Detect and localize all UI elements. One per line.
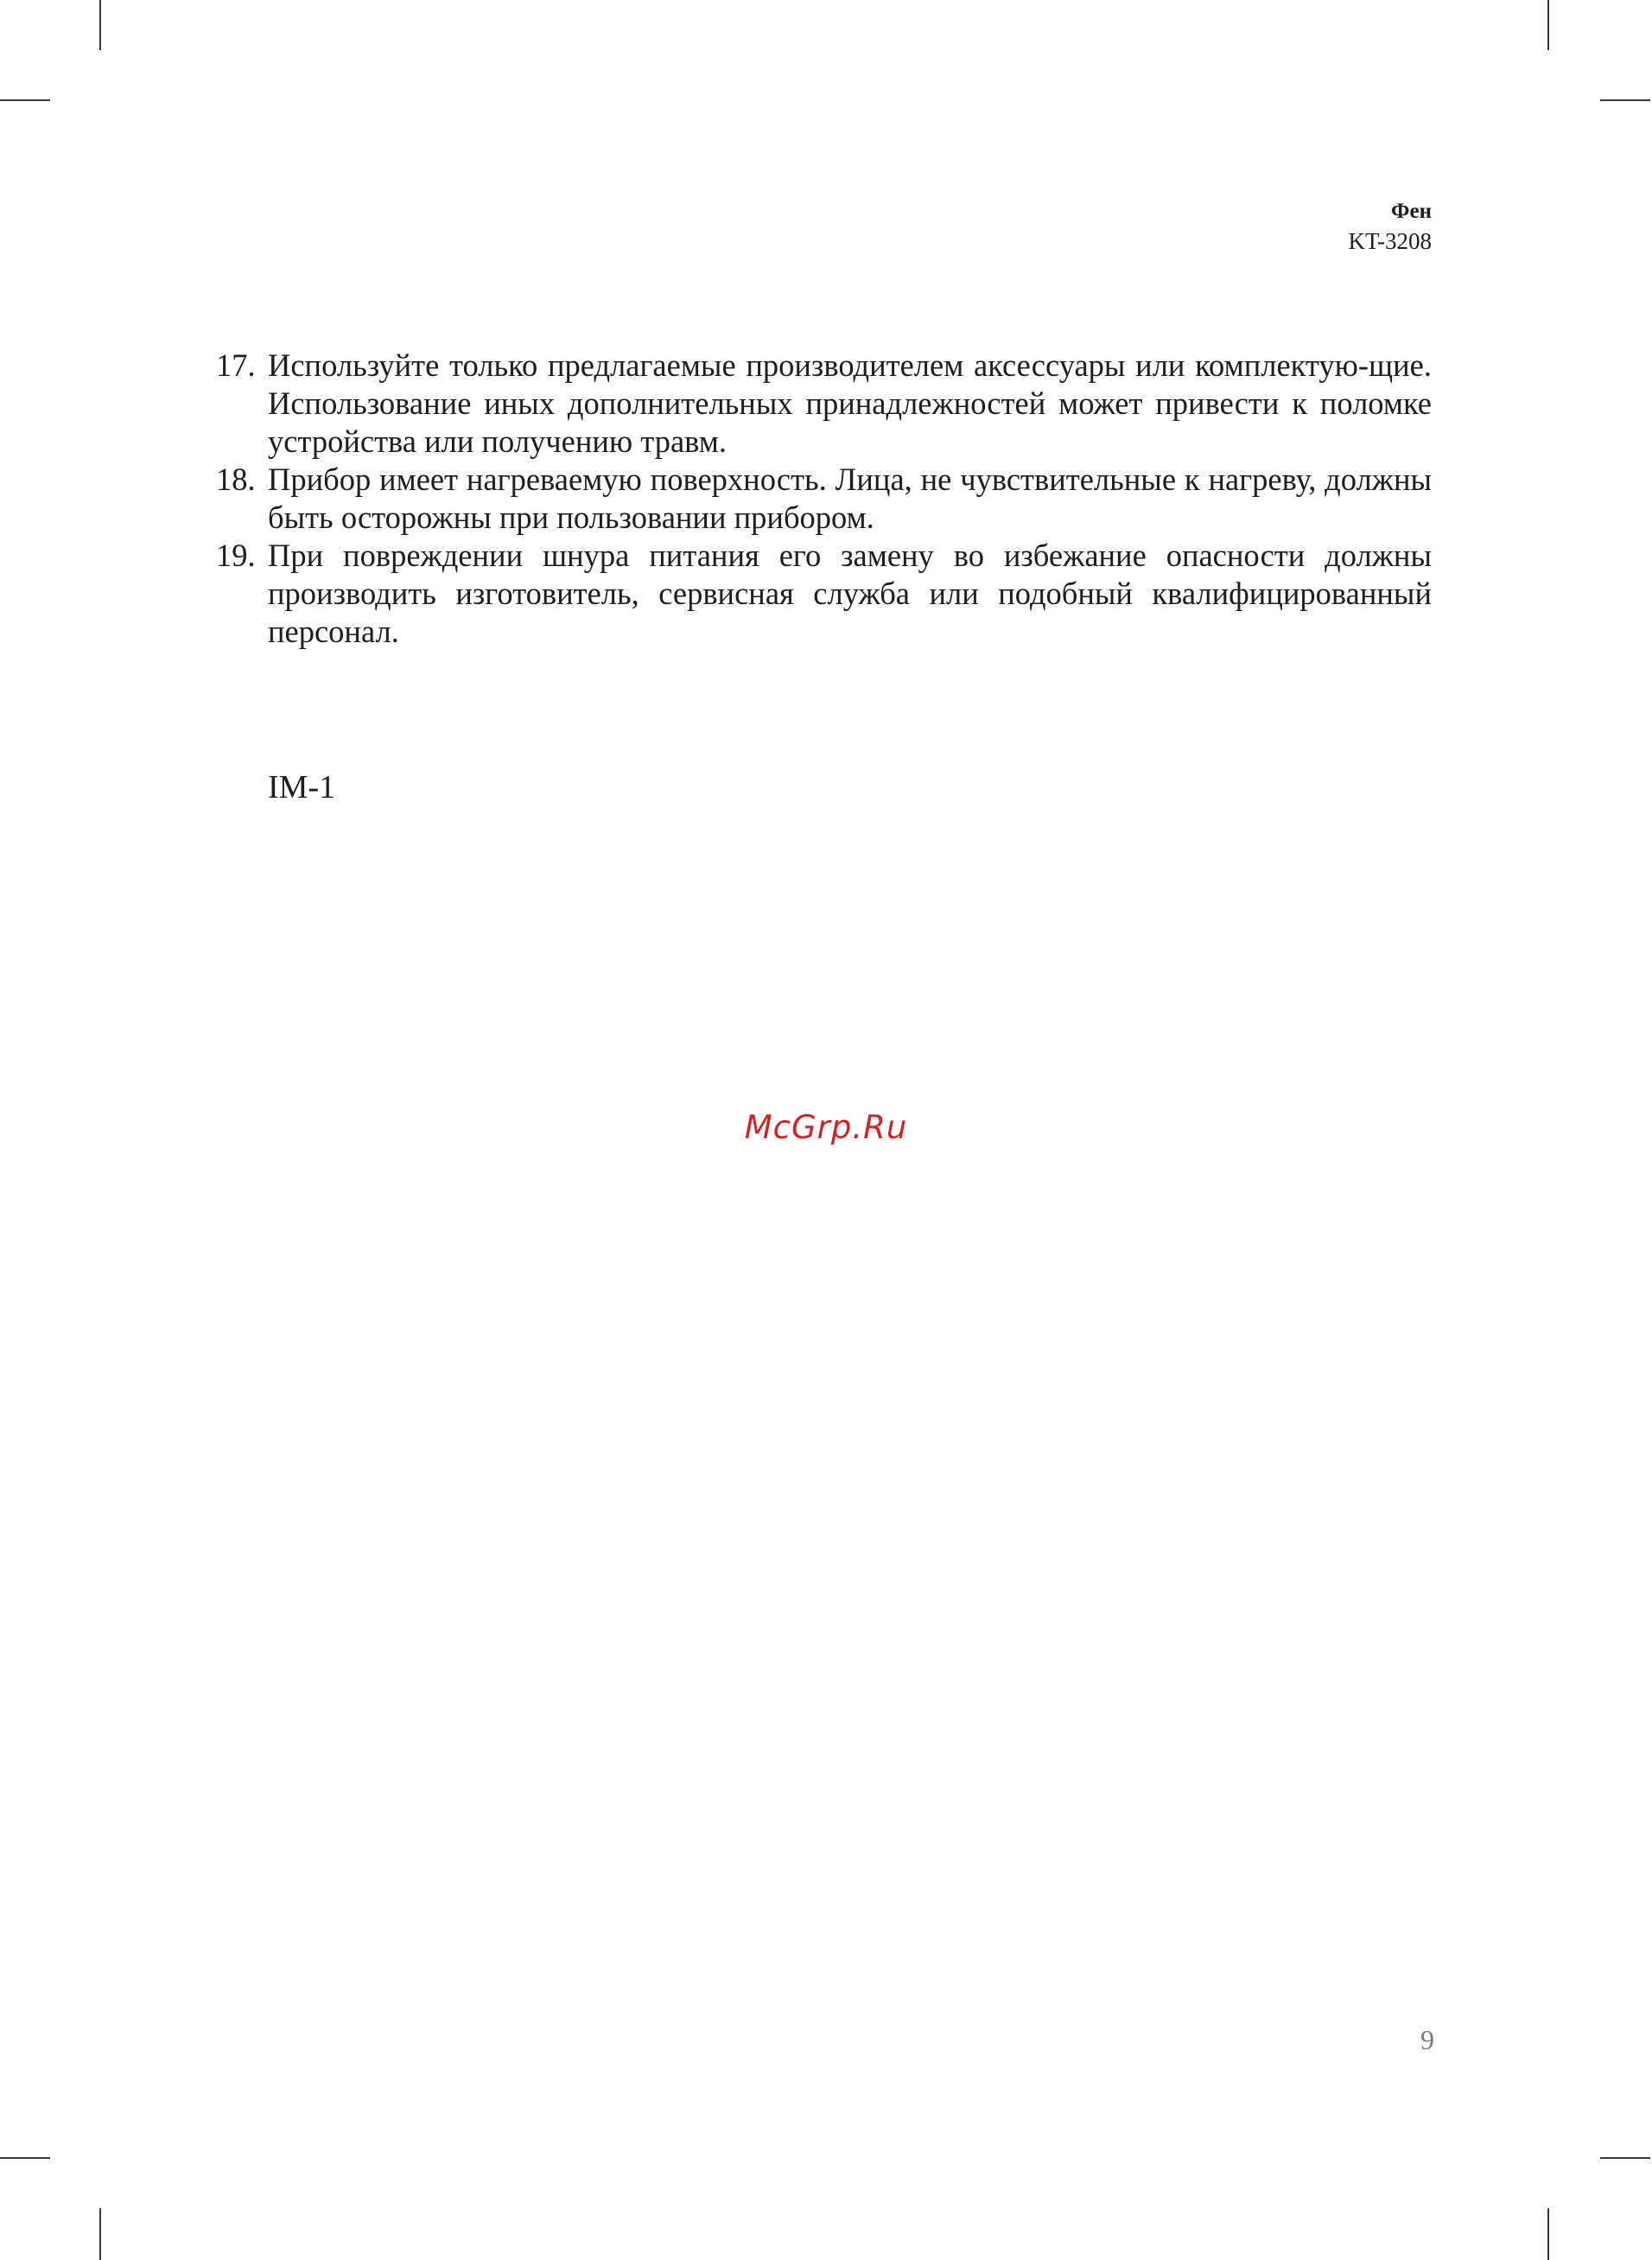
page-number: 9 — [1420, 2024, 1434, 2055]
crop-mark — [1600, 99, 1650, 101]
list-item — [216, 537, 1432, 651]
item-text: Прибор имеет нагреваемую поверхность. Лица, не чувствительные к нагреву, должны быть осторожны при пользовании прибором. — [268, 462, 1432, 535]
item-text: При повреждении шнура питания его замену во избежание опасности должны производить изготовитель, сервисная служба или подобный квалифицированный персонал. — [268, 538, 1432, 649]
item-number: 18. — [216, 462, 256, 497]
product-model: KT-3208 — [1348, 228, 1432, 254]
crop-mark — [1547, 0, 1549, 50]
item-text: Используйте только предлагаемые производителем аксессуары или комплектую-щие. Использование иных дополнительных принадлежностей может привести к поломке устройства или получению травм. — [268, 347, 1432, 459]
page-header — [1348, 197, 1432, 256]
item-number: 19. — [216, 538, 256, 573]
crop-mark — [99, 0, 101, 50]
crop-mark — [0, 99, 50, 101]
crop-mark — [99, 2208, 101, 2260]
item-number: 17. — [216, 347, 256, 383]
document-code: IM-1 — [268, 769, 336, 805]
instruction-list — [216, 347, 1432, 651]
crop-mark — [1547, 2208, 1549, 2260]
list-item — [216, 461, 1432, 537]
crop-mark — [0, 2157, 50, 2159]
watermark: McGrp.Ru — [744, 1109, 908, 1146]
product-title: Фен — [1391, 200, 1432, 223]
list-item — [216, 347, 1432, 461]
crop-mark — [1600, 2157, 1650, 2159]
